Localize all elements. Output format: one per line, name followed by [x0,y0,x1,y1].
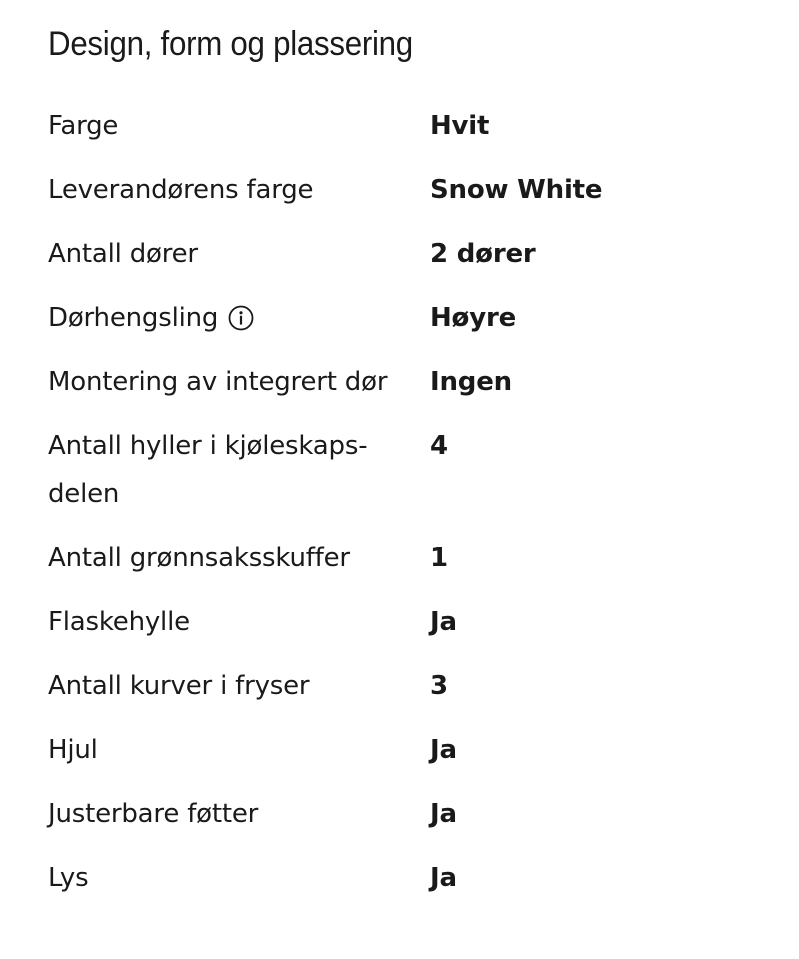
spec-value: 3 [430,671,448,701]
spec-value: Høyre [430,303,517,333]
spec-value: Hvit [430,111,490,141]
spec-row-justerbare-fotter [48,790,768,838]
spec-label [48,422,430,518]
spec-row-farge [48,102,768,150]
spec-label: Farge [48,111,119,141]
spec-value: Ja [430,799,457,829]
spec-row-antall-hyller [48,422,768,518]
spec-row-gronnsaksskuffer [48,534,768,582]
spec-label-line: Antall hyller i kjøleskaps- [48,431,368,461]
spec-value: Ingen [430,367,512,397]
spec-row-kurver-fryser [48,662,768,710]
spec-value: 1 [430,543,448,573]
spec-row-lys [48,854,768,902]
spec-row-flaskehylle [48,598,768,646]
spec-row-leverandorens-farge [48,166,768,214]
spec-value: Ja [430,863,457,893]
spec-label-text: Dørhengsling [48,303,219,333]
spec-label-line: delen [48,479,120,509]
spec-label: Lys [48,863,89,893]
spec-value: 2 dører [430,239,536,269]
spec-row-dorhengsling [48,294,768,342]
section-title: Design, form og plassering [48,25,413,63]
spec-label: Hjul [48,735,98,765]
spec-value: Ja [430,735,457,765]
spec-row-hjul [48,726,768,774]
spec-value: Snow White [430,175,603,205]
spec-list [48,102,768,918]
spec-row-antall-dorer [48,230,768,278]
spec-value: 4 [430,431,448,461]
spec-label: Montering av integrert dør [48,367,388,397]
info-icon[interactable] [228,305,254,331]
spec-row-montering-integrert-dor [48,358,768,406]
spec-label: Leverandørens farge [48,175,314,205]
design-section [48,0,768,893]
spec-label: Antall grønnsaksskuffer [48,543,350,573]
spec-label: Antall dører [48,239,198,269]
spec-label-with-icon [48,294,430,342]
spec-label: Justerbare føtter [48,799,259,829]
spec-value: Ja [430,607,457,637]
spec-label: Flaskehylle [48,607,190,637]
spec-label: Antall kurver i fryser [48,671,310,701]
